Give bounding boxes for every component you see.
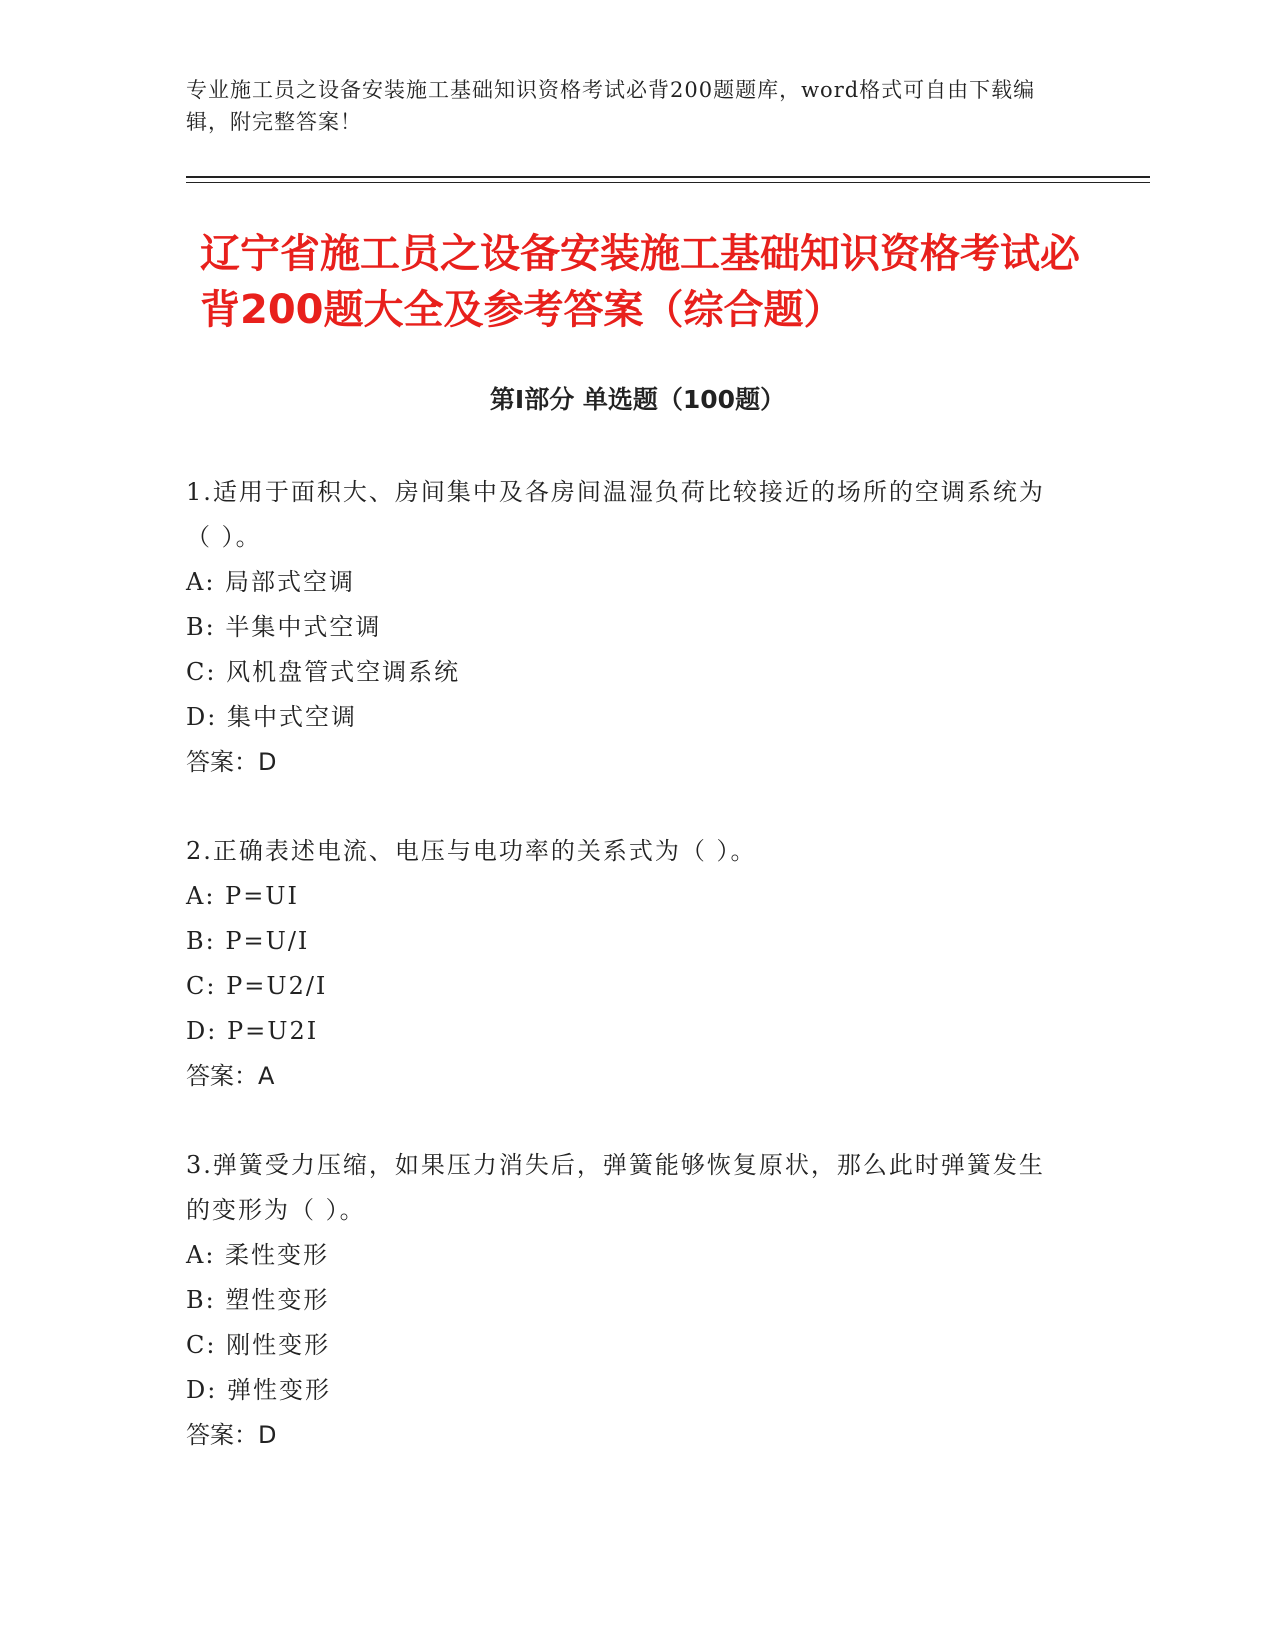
header-note: 专业施工员之设备安装施工基础知识资格考试必背200题题库，word格式可自由下载编辑，附完整答案！: [186, 78, 1036, 134]
option-d: D: 弹性变形: [186, 1376, 331, 1404]
section-title: 第Ⅰ部分 单选题（100题）: [489, 385, 786, 414]
question-3: [186, 1143, 1066, 1458]
option-a: A: P=UI: [186, 882, 300, 910]
option-b: B: 塑性变形: [186, 1286, 330, 1314]
option-d: D: P=U2I: [186, 1017, 319, 1045]
document-title: 辽宁省施工员之设备安装施工基础知识资格考试必背200题大全及参考答案（综合题）: [200, 231, 1080, 333]
option-a: A: 柔性变形: [186, 1241, 330, 1269]
question-stem: 2.正确表述电流、电压与电功率的关系式为（ ）。: [186, 837, 757, 865]
answer-line: 答案：D: [186, 748, 277, 776]
option-c: C: 刚性变形: [186, 1331, 331, 1359]
question-stem: 3.弹簧受力压缩，如果压力消失后，弹簧能够恢复原状，那么此时弹簧发生的变形为（ ）。: [186, 1151, 1045, 1224]
answer-line: 答案：A: [186, 1062, 275, 1090]
header-divider-thick: [186, 176, 1150, 178]
option-a: A: 局部式空调: [186, 568, 356, 596]
option-d: D: 集中式空调: [186, 703, 357, 731]
option-c: C: P=U2/I: [186, 972, 328, 1000]
question-1: [186, 470, 1066, 785]
option-b: B: P=U/I: [186, 927, 310, 955]
question-stem: 1.适用于面积大、房间集中及各房间温湿负荷比较接近的场所的空调系统为（ ）。: [186, 478, 1045, 551]
header-divider-thin: [186, 182, 1150, 183]
answer-line: 答案：D: [186, 1421, 277, 1449]
question-2: [186, 829, 1066, 1099]
question-list: [186, 470, 1066, 1502]
option-b: B: 半集中式空调: [186, 613, 382, 641]
option-c: C: 风机盘管式空调系统: [186, 658, 461, 686]
